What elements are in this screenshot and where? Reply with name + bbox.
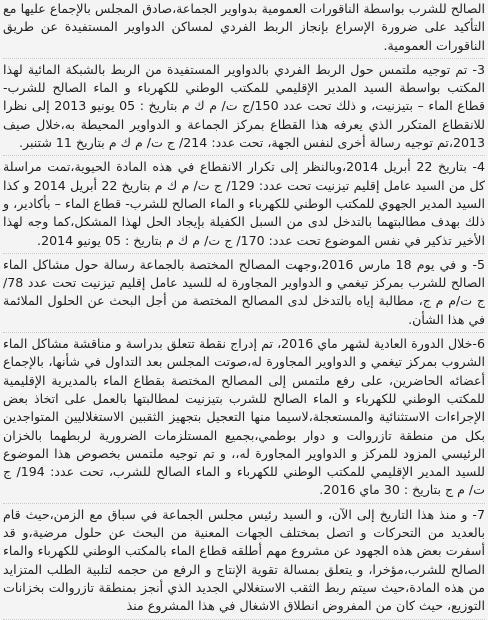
paragraph-4: 5- و في يوم 18 مارس 2016،وجهت المصالح المختصة بالجماعة رسالة حول مشاكل الماء الصالح للشرب بمركز تيغمي و الدواوير المجاورة له للسيد عامل إقليم تيزنيت تحت عدد 78/ ج ت/م م ج، مطالبة إياه بالتدخل لدى المصالح المختصة من أجل البحث عن الحلول الملائمة في هذا الشأن. <box>3 254 485 333</box>
paragraph-6: 7- و منذ هذا التاريخ إلى الآن، و السيد رئيس مجلس الجماعة في سباق مع الزمن،حيث قام بالعديد من التحركات و اتصل بمختلف الجهات المعنية من البحث عن حلول مرضية،و قد أسفرت بعض هذه الجهود عن مشروع مهم أطلقه قطاع الماء بالمكتب الوطني للكهرباء والماء الصالح للشرب،مؤخرا، و يتعلق بمسالة تقوية الإنتاج و الرفع من حجمه لتلبية الطلب المتزايد من هذه المادة،حيث سيتم ربط الثقب الاستغلالي الجديد الذي أنجز بمنطقة تازروالت بخزانات التوزيع، حيث كان من المفروض انطلاق الاشغال في هذا المشروع منذ <box>3 504 485 620</box>
paragraph-5: 6-خلال الدورة العادية لشهر ماي 2016، تم إدراج نقطة تتعلق بدراسة و مناقشة مشاكل الماء الشروب بمركز تيغمي و الدواوير المجاورة له،صوتت المجلس بعد التداول في شأنها، بالإجماع أعضائه الحاضرين، على رفع ملتمس إلى المصالح المختصة بقطاع الماء بالمديرية الإقليمية للمكتب الوطني للكهرباء و الماء الصالح للشرب بتيزنيت لمطالبتها بالعمل على اتخاذ بعض الإجراءات الاستثنائية والمستعجلة،لاسيما منها التعجيل بتجهيز الثقبين الاستغلاليين المتواجدين بكل من منطقة تازروالت و دوار بوطمي،بجميع المستلزمات الضرورية لربطهما بالخزان الرئيسي المزود للمركز و الدواوير المجاورة له،، و تم توجيه ملتمس بخصوص هذا الموضوع للسيد المدير الإقليمي للمكتب الوطني للكهرباء و الماء الصالح للشرب، تحت عدد: 194/ ج ت/ م ج بتاريخ : 30 ماي 2016. <box>3 333 485 504</box>
paragraph-2: 3- تم توجيه ملتمس حول الربط الفردي بالدواوير المستفيدة من الربط بالشبكة المائية لهذا المكتب بواسطة السيد المدير الإقليمي للمكتب الوطني للكهرباء و الماء الصالح للشرب- قطاع الماء – بتيزنيت، و ذلك تحت عدد 150/ج ت/ م ك م بتاريخ : 05 يونيو 2013 إلى نظرا للانقطاع المتكرر الذي يعرفه هذا القطاع بمركز الجماعة و الدواوير المحيطة به،خلال صيف 2013،تم توجيه رسالة أخرى لنفس الجهة، تحت عدد: 214/ ج ت/ م ك م بتاريخ 11 شتنبر. <box>3 59 485 156</box>
paragraph-3: 4- بتاريخ 22 أبريل 2014،وبالنظر إلى تكرار الانقطاع في هذه المادة الحيوية،تمت مراسلة كل من السيد عامل إقليم تيزنيت تحت عدد: 129/ ج ت/ م ك م بتاريخ 22 أبريل 2014 و كذا السيد المدير الجهوي للمكتب الوطني للكهرباء و الماء الصالح للشرب- قطاع الماء – بأكادير، و ذلك بهدف مطالبتهما بالتدخل لدى من السبل الكفيلة بإيجاد الحل لهذا المشكل،كما وجه لهذا الأخير تذكير في نفس الموضوع تحت عدد: 170/ ج ت/ م ك م بتاريخ : 05 يونيو 2014. <box>3 156 485 253</box>
paragraph-1: الصالح للشرب بواسطة الناقورات العمومية بدواوير الجماعة،صادق المجلس بالإجماع عليها مع التأكيد على ضرورة الإسراع بإنجاز الربط الفردي لمساكن الدواوير المستفيدة عن طريق الناقورات العمومية. <box>3 0 485 59</box>
